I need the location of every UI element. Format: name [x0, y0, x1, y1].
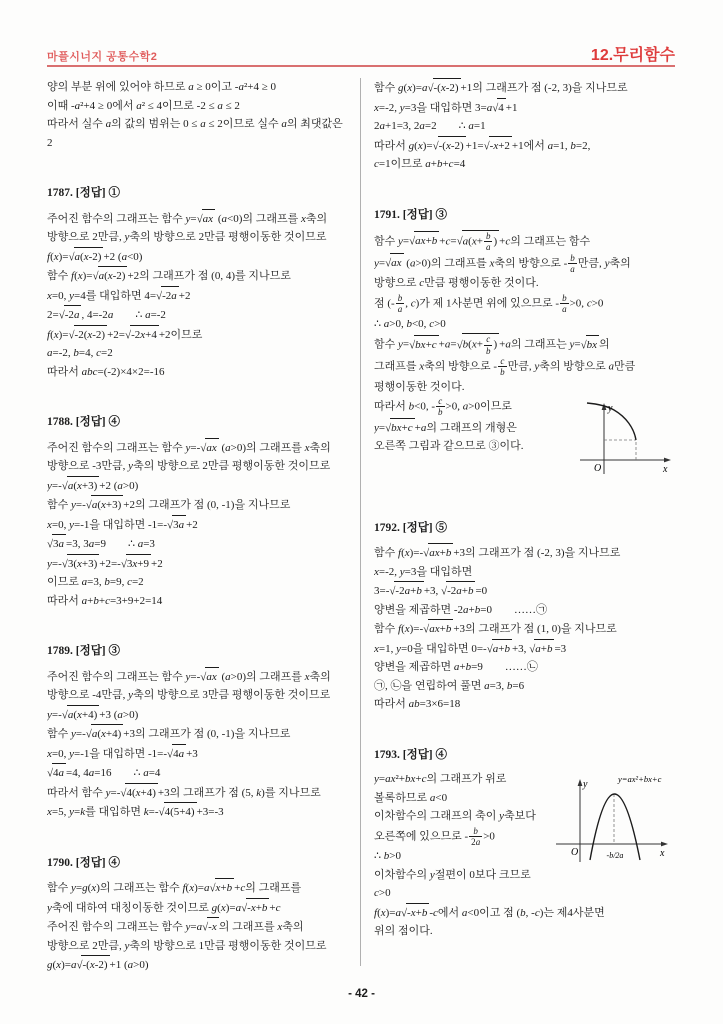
problem-number: 1790.	[47, 856, 73, 869]
sqrt-graph-figure	[574, 398, 674, 485]
solution-line: 이므로 a=3, b=9, c=2	[47, 576, 144, 588]
solution-line: x=1, y=0을 대입하면 0=-√a+b +3, √a+b =3	[374, 639, 674, 659]
solution-line: 2=√-2a , 4=-2a ∴ a=-2	[47, 305, 347, 325]
solution-line: y=-√a(x+4) +3 (a>0)	[47, 705, 347, 725]
solution-line: ㉠, ㉡을 연립하여 풀면 a=3, b=6	[374, 679, 525, 692]
column-divider	[360, 78, 361, 966]
problem-title	[374, 519, 674, 538]
problem-block	[374, 744, 674, 941]
x-axis-arrow	[664, 458, 671, 463]
problem-number: 1787.	[47, 187, 73, 199]
problem-block	[47, 640, 347, 822]
solution-line: 함수 g(x)=a√-(x-2) +1의 그래프가 점 (-2, 3)을 지나므로	[374, 78, 674, 98]
solution-line: f(x)=√-2(x-2) +2=√-2x+4 +2이므로	[47, 325, 347, 345]
solution-line: 이차함수의 그래프의 축이 y축보다	[374, 810, 536, 823]
solution-line: 오른쪽에 있으므로 - $\frac{b}{2a}$ >0	[374, 825, 495, 847]
solution-line: 함수 y=√bx+c +a=√b(x+ $\frac{c}{b}$ ) +a의 그래프는 y=√bx 의	[374, 334, 610, 356]
solution-line: 2	[47, 136, 53, 149]
problem-block	[47, 182, 347, 381]
solution-line: 함수 y=√ax+b +c=√a(x+ $\frac{b}{a}$ ) +c의 그래프는 함수	[374, 231, 591, 253]
solution-line: 주어진 함수의 그래프는 함수 y=√ax (a<0)의 그래프를 x축의	[47, 209, 347, 229]
solution-line: 위의 점이다.	[374, 925, 433, 938]
sqrt-function-graph	[574, 398, 674, 478]
solution-line: 함수 y=-√a(x+3) +2의 그래프가 점 (0, -1)을 지나므로	[47, 495, 347, 515]
problem-title	[374, 206, 674, 225]
solution-line: x=0, y=4를 대입하면 4=√-2a +2	[47, 286, 347, 306]
header-book-title: 마플시너지 공통수학2	[47, 51, 158, 63]
problem-number: 1793.	[374, 748, 400, 761]
header-rule	[47, 65, 675, 67]
solution-line: 방향으로 2만큼, y축의 방향으로 1만큼 평행이동한 것이므로	[47, 939, 327, 952]
x-axis-label: x	[660, 848, 665, 860]
y-axis-arrow	[578, 779, 583, 786]
answer-label: [정답] ③	[402, 208, 448, 221]
solution-line: y축에 대하여 대칭이동한 것이므로 g(x)=a√-x+b +c	[47, 898, 347, 918]
solution-line: 그래프를 x축의 방향으로 - $\frac{c}{b}$ 만큼, y축의 방향으로 a만큼	[374, 355, 636, 378]
x-axis-arrow	[661, 842, 668, 847]
problem-block	[374, 517, 674, 714]
solution-line: y=ax²+bx+c의 그래프가 위로	[374, 773, 507, 786]
solution-line: 함수 y=g(x)의 그래프는 함수 f(x)=a√x+b +c의 그래프를	[47, 878, 347, 898]
answer-label: [정답] ④	[75, 416, 121, 428]
solution-line: 주어진 함수의 그래프는 함수 y=-√ax (a>0)의 그래프를 x축의	[47, 438, 347, 458]
problem-block	[47, 852, 347, 975]
solution-line: y=-√a(x+3) +2 (a>0)	[47, 476, 347, 496]
solution-line: 함수 y=-√a(x+4) +3의 그래프가 점 (0, -1)을 지나므로	[47, 724, 347, 744]
solution-line: 방향으로 c만큼 평행이동한 것이다.	[374, 277, 539, 290]
problem-number: 1788.	[47, 416, 73, 428]
answer-label: [정답] ④	[75, 856, 121, 869]
solution-line: x=0, y=-1을 대입하면 -1=-√4a +3	[47, 744, 347, 764]
solution-line: x=0, y=-1을 대입하면 -1=-√3a +2	[47, 515, 347, 535]
problem-title	[47, 184, 347, 203]
solution-line: 이차함수의 y절편이 0보다 크므로	[374, 868, 531, 881]
solution-line: √4a =4, 4a=16 ∴ a=4	[47, 763, 347, 783]
solution-line: 방향으로 -3만큼, y축의 방향으로 2만큼 평행이동한 것이므로	[47, 460, 331, 472]
problem-block	[47, 411, 347, 610]
parabola-graph	[552, 772, 674, 868]
solution-line: 따라서 abc=(-2)×4×2=-16	[47, 365, 165, 378]
problem-number: 1791.	[374, 208, 400, 221]
solution-line: 함수 f(x)=-√ax+b +3의 그래프가 점 (1, 0)을 지나므로	[374, 619, 674, 639]
problem-block	[374, 204, 674, 487]
solution-line: c>0	[374, 887, 391, 900]
problem-title	[374, 746, 674, 765]
solution-line: 따라서 g(x)=√-(x-2) +1=√-x+2 +1에서 a=1, b=2,	[374, 136, 674, 156]
right-column	[374, 78, 674, 966]
content-columns	[47, 78, 675, 972]
solution-line: 따라서 실수 a의 값의 범위는 0 ≤ a ≤ 2이므로 실수 a의 최댓값은	[47, 118, 343, 130]
solution-line: 주어진 함수의 그래프는 함수 y=a√-x 의 그래프를 x축의	[47, 917, 347, 937]
problem-number: 1789.	[47, 645, 73, 657]
problem-title	[47, 413, 347, 432]
solution-line: x=5, y=k를 대입하면 k=-√4(5+4) +3=-3	[47, 802, 347, 822]
solution-line: 볼록하므로 a<0	[374, 791, 448, 804]
solution-line: 평행이동한 것이다.	[374, 380, 465, 393]
solution-line: ∴ b>0	[374, 850, 401, 863]
solution-line: 점 (- $\frac{b}{a}$ , c)가 제 1사분면 위에 있으므로 - $\frac{b}{a}$ >0, c>0	[374, 292, 604, 315]
page-number: - 42 -	[348, 988, 375, 1000]
solution-line: 양변을 제곱하면 a+b=9 ……㉡	[374, 661, 538, 674]
solution-line: 따라서 ab=3×6=18	[374, 698, 461, 711]
y-axis-label: y	[608, 403, 613, 415]
solution-line: a=-2, b=4, c=2	[47, 347, 113, 359]
answer-label: [정답] ④	[402, 748, 448, 761]
answer-label: [정답] ①	[75, 187, 121, 199]
y-axis-label: y	[583, 779, 588, 791]
solution-line: 따라서 함수 y=-√4(x+4) +3의 그래프가 점 (5, k)를 지나므로	[47, 783, 347, 803]
problem-number: 1792.	[374, 521, 400, 534]
answer-label: [정답] ③	[75, 645, 121, 657]
problem-title	[47, 642, 347, 661]
left-column	[47, 78, 347, 972]
problem-title	[47, 854, 347, 873]
solution-line: f(x)=a√-x+b -c에서 a<0이고 점 (b, -c)는 제4사분면	[374, 903, 674, 923]
x-axis-label: x	[663, 464, 668, 476]
solution-line: 2a+1=3, 2a=2 ∴ a=1	[374, 120, 486, 132]
equation-label: y=ax²+bx+c	[618, 774, 662, 785]
solution-line: 양의 부분 위에 있어야 하므로 a ≥ 0이고 -a²+4 ≥ 0	[47, 81, 277, 93]
origin-label: O	[594, 463, 602, 475]
solution-line: x=-2, y=3을 대입하면	[374, 565, 473, 578]
solution-line: ∴ a>0, b<0, c>0	[374, 317, 446, 330]
solution-line: y=-√3(x+3) +2=-√3x+9 +2	[47, 554, 347, 574]
solution-line: 주어진 함수의 그래프는 함수 y=-√ax (a>0)의 그래프를 x축의	[47, 667, 347, 687]
solution-line: 오른쪽 그림과 같으므로 ③이다.	[374, 440, 524, 453]
solution-line: g(x)=a√-(x-2) +1 (a>0)	[47, 955, 347, 975]
solution-line: 양변을 제곱하면 -2a+b=0 ……㉠	[374, 603, 547, 616]
solution-line: 3=-√-2a+b +3, √-2a+b =0	[374, 581, 674, 601]
page-header	[47, 42, 675, 65]
solution-line: 방향으로 2만큼, y축의 방향으로 2만큼 평행이동한 것이므로	[47, 231, 327, 243]
parabola-graph-figure	[552, 772, 674, 875]
solution-line: 함수 f(x)=-√ax+b +3의 그래프가 점 (-2, 3)을 지나므로	[374, 543, 674, 563]
solution-line: √3a =3, 3a=9 ∴ a=3	[47, 534, 347, 554]
answer-label: [정답] ⑤	[402, 521, 448, 534]
solution-line: y=√bx+c +a의 그래프의 개형은	[374, 418, 674, 438]
solution-continuation	[374, 78, 674, 174]
solution-line: 따라서 a+b+c=3+9+2=14	[47, 594, 163, 607]
axis-of-symmetry-label: -b/2a	[606, 851, 624, 861]
origin-label: O	[571, 847, 579, 859]
solution-line: y=√ax (a>0)의 그래프를 x축의 방향으로 - $\frac{b}{a}$ 만큼, y축의	[374, 252, 631, 275]
header-chapter-title: 12.무리함수	[590, 47, 675, 64]
solution-line: f(x)=√a(x-2) +2 (a<0)	[47, 247, 347, 267]
solution-continuation	[47, 78, 347, 152]
solution-line: x=-2, y=3을 대입하면 3=a√4 +1	[374, 98, 674, 118]
solution-line: 방향으로 -4만큼, y축의 방향으로 3만큼 평행이동한 것이므로	[47, 689, 331, 701]
solution-line: 함수 f(x)=√a(x-2) +2의 그래프가 점 (0, 4)를 지나므로	[47, 266, 347, 286]
solution-line: 이때 -a²+4 ≥ 0에서 a² ≤ 4이므로 -2 ≤ a ≤ 2	[47, 99, 240, 112]
page-footer	[0, 988, 723, 1000]
solution-line: 따라서 b<0, - $\frac{c}{b}$ >0, a>0이므로	[374, 396, 512, 418]
solution-line: c=1이므로 a+b+c=4	[374, 158, 466, 170]
